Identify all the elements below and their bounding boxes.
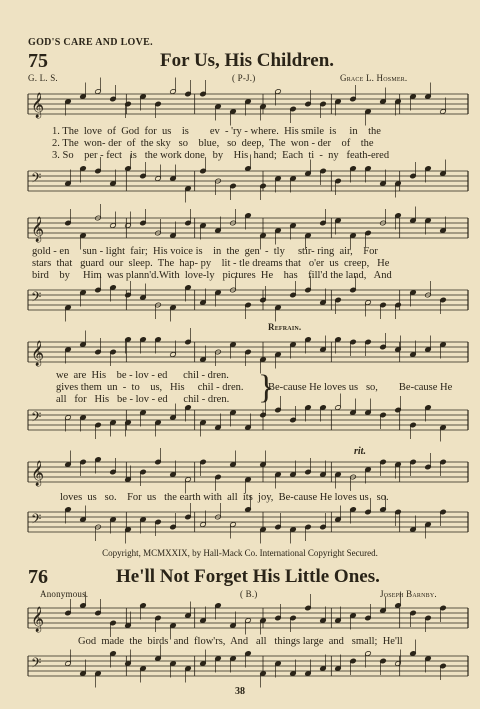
treble-staff-2: [28, 212, 468, 248]
verse-line-1-2: 2. The won- der of the sky so blue, so deep, The won - der of the: [52, 138, 374, 149]
hymn-76-lyric-line: God made the birds and flow'rs, And all things large and small; He'll: [78, 636, 403, 647]
svg-text:𝄞: 𝄞: [31, 461, 45, 486]
verse-line-1-1: 1. The love of God for us is ev - 'ry - where. His smile is in the: [52, 126, 381, 137]
treble-staff-5: [28, 602, 468, 638]
hymn-76-composer: Joseph Barnby.: [380, 589, 437, 599]
hymn-76-tune: ( B.): [240, 589, 258, 599]
section-heading: GOD'S CARE AND LOVE.: [28, 37, 153, 48]
hymn-75-title: For Us, His Children.: [160, 50, 335, 71]
verse-line-3-1: we are His be - lov - ed chil - dren.: [56, 370, 229, 381]
svg-text:𝄞: 𝄞: [31, 341, 45, 366]
refrain-line-1: Be-cause He loves us so, Be-cause He: [268, 382, 453, 393]
bass-staff-3: [28, 404, 468, 440]
hymn-75-number: 75: [28, 50, 48, 72]
verse-line-2-2: stars that guard our sleep. The hap- py lit - tle dreams that o'er us creep, He: [32, 258, 390, 269]
hymn-75-tune: ( P-J.): [232, 73, 256, 83]
svg-text:𝄢: 𝄢: [31, 511, 42, 530]
treble-staff-1: [28, 88, 468, 128]
bass-staff-2: [28, 284, 468, 320]
refrain-line-2: loves us so. For us the earth with all its joy, Be-cause He loves us so.: [60, 492, 389, 503]
hymn-76-author: Anonymous.: [40, 589, 89, 599]
svg-text:𝄢: 𝄢: [31, 170, 42, 189]
verse-line-1-3: 3. So per - fect is the work done by His hand; Each ti - ny feath-ered: [52, 150, 390, 161]
verse-line-2-3: bird by Him was plann'd.With love-ly pictures He has fill'd the land, And: [32, 270, 392, 281]
hymn-75-composer: Grace L. Hosmer.: [340, 73, 408, 83]
treble-staff-4: [28, 456, 468, 492]
refrain-label: Refrain.: [268, 322, 302, 332]
ritardando-mark: rit.: [354, 446, 366, 457]
bass-staff-4: [28, 506, 468, 542]
verse-line-3-3: all for His be - lov - ed chil - dren.: [56, 394, 230, 405]
verse-line-2-1: gold - en sun - light fair; His voice is in the gen - tly stir- ring air, For: [32, 246, 378, 257]
page-number: 38: [235, 686, 245, 697]
hymn-75-meter: G. L. S.: [28, 73, 58, 83]
hymn-76-number: 76: [28, 566, 48, 588]
svg-text:𝄢: 𝄢: [31, 409, 42, 428]
copyright-notice: Copyright, MCMXXIX, by Hall-Mack Co. International Copyright Secured.: [102, 548, 378, 558]
svg-text:𝄞: 𝄞: [31, 217, 45, 242]
hymn-76-title: He'll Not Forget His Little Ones.: [116, 566, 380, 587]
verse-line-3-2: gives them un - to us, His chil - dren.: [56, 382, 244, 393]
verse-brace: }: [258, 369, 275, 406]
svg-text:𝄢: 𝄢: [31, 655, 42, 674]
bass-staff-1: [28, 165, 468, 201]
treble-staff-3: [28, 336, 468, 372]
svg-text:𝄞: 𝄞: [31, 607, 45, 632]
svg-text:𝄞: 𝄞: [31, 93, 45, 118]
bass-staff-5: [28, 650, 468, 684]
svg-text:𝄢: 𝄢: [31, 289, 42, 308]
